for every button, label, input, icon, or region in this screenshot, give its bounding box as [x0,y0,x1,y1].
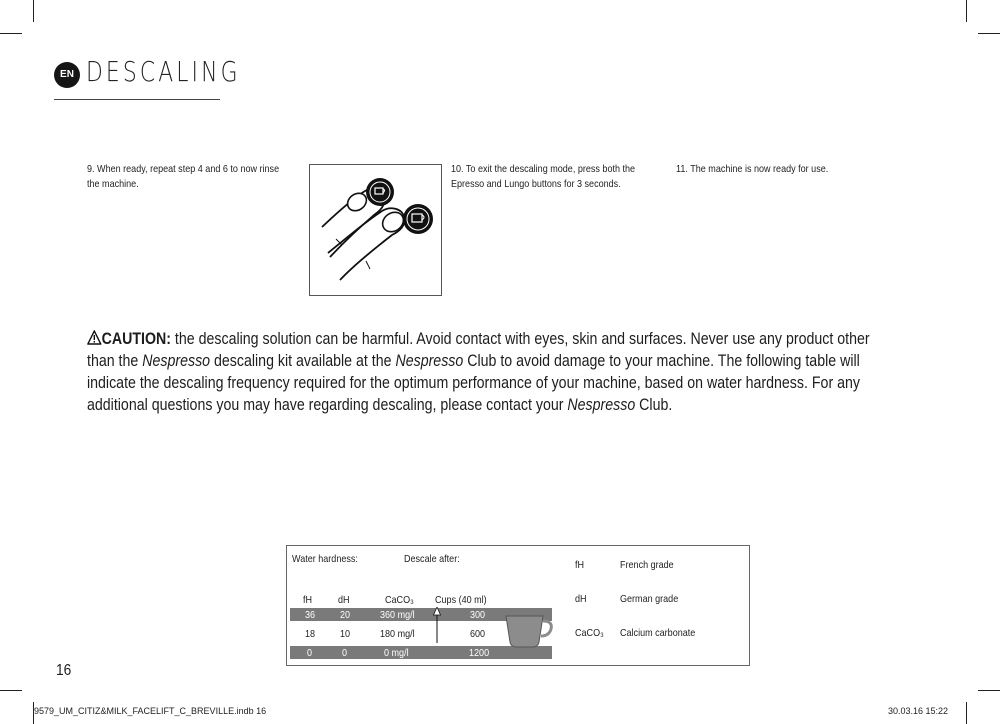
table-cell-caco3: 0 mg/l [384,647,409,659]
table-cell-cups: 300 [470,609,486,621]
crop-mark-top-left-h [0,33,22,34]
table-cell-dh: 0 [342,647,348,659]
brand-name-3: Nespresso [567,396,636,414]
page-number: 16 [56,662,72,679]
legend-abbr-dh: dH [575,593,587,605]
water-hardness-label: Water hardness: [292,553,358,565]
table-cell-fh: 0 [307,647,313,659]
caution-text-1: the descaling solution can be harmful. Avoid contact with eyes, skin and surfaces. Never use any product other than the [87,330,870,370]
caution-text-4: Club. [635,396,673,414]
title-underline [54,99,220,100]
column-header-dh: dH [338,594,350,606]
legend-abbr-caco3: CaCO₃ [575,627,604,639]
water-hardness-table [286,545,750,666]
footer-date-time: 30.03.16 15:22 [888,706,949,716]
table-cell-dh: 20 [340,609,351,621]
page-title: DESCALING [86,55,241,88]
legend-meaning-dh: German grade [620,593,679,605]
crop-mark-bottom-right [966,702,967,724]
caution-text-2: descaling kit available at the [210,352,396,370]
footer-file-name: 9579_UM_CITIZ&MILK_FACELIFT_C_BREVILLE.indb 16 [34,706,267,716]
table-cell-caco3: 360 mg/l [380,609,415,621]
crop-mark-top-right [966,0,967,22]
caution-label: CAUTION: [101,330,171,348]
crop-mark-bottom-right-h [978,690,1000,691]
table-cell-dh: 10 [340,628,351,640]
crop-mark-top-right-h [978,33,1000,34]
caution-text-3: Club to avoid damage to your machine. The following table will indicate the descaling frequency required for the optimum performance of your machine, based on water hardness. For any additional questions you may have regarding descaling, please contact your [87,352,860,414]
crop-mark-bottom-left-h [0,690,22,691]
table-cell-caco3: 180 mg/l [380,628,415,640]
fingers-pressing-two-buttons-icon [310,165,441,295]
legend-meaning-fh: French grade [620,559,674,571]
crop-mark-top-left [33,0,34,22]
brand-name-2: Nespresso [395,352,464,370]
coffee-cup-icon [503,612,555,652]
column-header-caco3: CaCO₃ [385,594,414,606]
legend-abbr-fh: fH [575,559,585,571]
table-cell-cups: 1200 [469,647,490,659]
table-cell-fh: 36 [305,609,316,621]
warning-triangle-icon [87,330,102,345]
step-11-text: 11. The machine is now ready for use. [676,163,829,175]
step-10-text: 10. To exit the descaling mode, press both the Epresso and Lungo buttons for 3 seconds. [451,163,636,190]
brand-name-1: Nespresso [142,352,211,370]
column-header-fh: fH [303,594,313,606]
legend-meaning-caco3: Calcium carbonate [620,627,696,639]
step-9-text: 9. When ready, repeat step 4 and 6 to now rinse the machine. [87,163,280,190]
up-arrow-icon [433,607,441,643]
table-cell-fh: 18 [305,628,316,640]
column-header-cups: Cups (40 ml) [435,594,487,606]
caution-paragraph [87,328,895,416]
table-cell-cups: 600 [470,628,486,640]
illustration-fingers-pressing-buttons [309,164,442,296]
language-badge: EN [54,62,80,88]
descale-after-label: Descale after: [404,553,460,565]
